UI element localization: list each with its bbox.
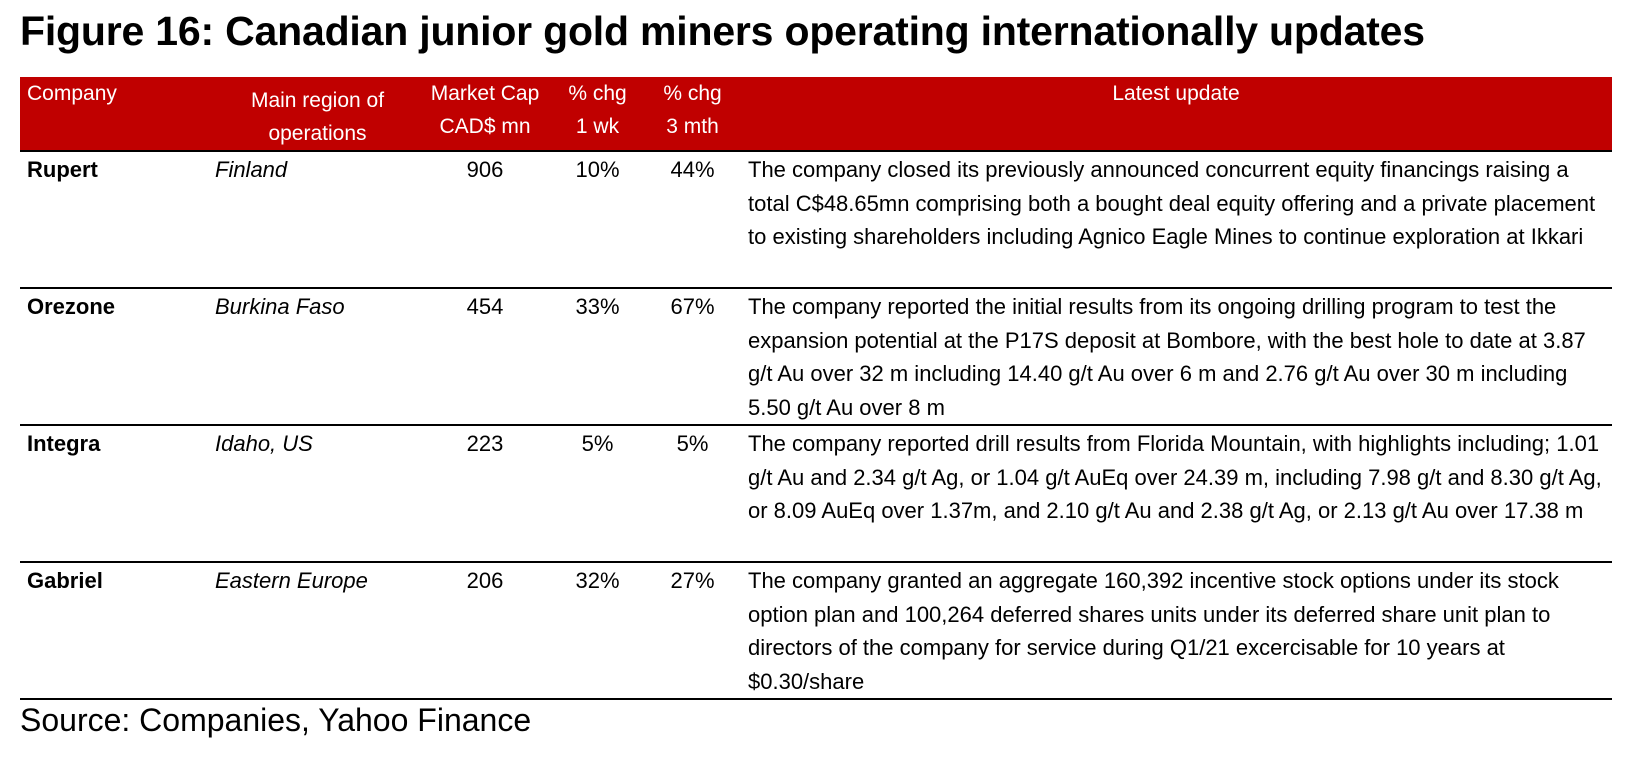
region-cell: Idaho, US [215, 425, 420, 562]
header-market-cap-line-2: CAD$ mn [439, 115, 531, 138]
chg-3mth-cell: 67% [645, 288, 740, 425]
market-cap-cell: 223 [420, 425, 550, 562]
market-cap-cell: 206 [420, 562, 550, 699]
header-chg-1wk-line-1: % chg [568, 82, 627, 105]
region-cell: Burkina Faso [215, 288, 420, 425]
chg-1wk-cell: 5% [550, 425, 645, 562]
table-row [20, 151, 1612, 288]
table-row [20, 425, 1612, 562]
header-company [20, 77, 215, 151]
table-header-row [20, 77, 1612, 151]
latest-update-cell: The company reported drill results from Florida Mountain, with highlights including; 1.01 g/t Au and 2.34 g/t Ag, or 1.04 g/t AuEq over 24.39 m, including 7.98 g/t and 8.30 g/t Ag, or 8.09 AuEq over 1.37m, and 2.10 g/t Au and 2.38 g/t Ag, or 2.13 g/t Au over 17.38 m [740, 425, 1612, 562]
header-latest-update-line-1: Latest update [1112, 82, 1240, 105]
header-chg-1wk-line-2: 1 wk [575, 115, 620, 138]
company-cell: Gabriel [20, 562, 215, 699]
chg-3mth-cell: 44% [645, 151, 740, 288]
miners-update-table [20, 77, 1612, 700]
chg-1wk-cell: 33% [550, 288, 645, 425]
header-company-line-1: Company [27, 82, 117, 105]
region-cell: Eastern Europe [215, 562, 420, 699]
market-cap-cell: 906 [420, 151, 550, 288]
latest-update-cell: The company closed its previously announced concurrent equity financings raising a total C$48.65mn comprising both a bought deal equity offering and a private placement to existing shareholders including Agnico Eagle Mines to continue exploration at Ikkari [740, 151, 1612, 288]
market-cap-cell: 454 [420, 288, 550, 425]
header-region-line-1: Main region of [250, 89, 385, 112]
header-chg-3mth [645, 77, 740, 151]
chg-3mth-cell: 5% [645, 425, 740, 562]
company-cell: Orezone [20, 288, 215, 425]
header-chg-1wk [550, 77, 645, 151]
header-chg-3mth-line-1: % chg [663, 82, 722, 105]
chg-1wk-cell: 32% [550, 562, 645, 699]
chg-1wk-cell: 10% [550, 151, 645, 288]
header-market-cap [420, 77, 550, 151]
latest-update-cell: The company reported the initial results from its ongoing drilling program to test the expansion potential at the P17S deposit at Bombore, with the best hole to date at 3.87 g/t Au over 32 m including 14.40 g/t Au over 6 m and 2.76 g/t Au over 30 m including 5.50 g/t Au over 8 m [740, 288, 1612, 425]
region-cell: Finland [215, 151, 420, 288]
table-row [20, 562, 1612, 699]
company-cell: Rupert [20, 151, 215, 288]
chg-3mth-cell: 27% [645, 562, 740, 699]
company-cell: Integra [20, 425, 215, 562]
header-region-line-2: operations [268, 122, 367, 145]
header-latest-update [740, 77, 1612, 151]
source-note: Source: Companies, Yahoo Finance [20, 702, 532, 738]
header-chg-3mth-line-2: 3 mth [666, 115, 719, 138]
table-row [20, 288, 1612, 425]
header-market-cap-line-1: Market Cap [430, 82, 540, 105]
latest-update-cell: The company granted an aggregate 160,392 incentive stock options under its stock option plan and 100,264 deferred shares units under its deferred share unit plan to directors of the company for service during Q1/21 excercisable for 10 years at $0.30/share [740, 562, 1612, 699]
header-region [215, 77, 420, 151]
figure-title: Figure 16: Canadian junior gold miners operating internationally updates [20, 8, 1425, 54]
